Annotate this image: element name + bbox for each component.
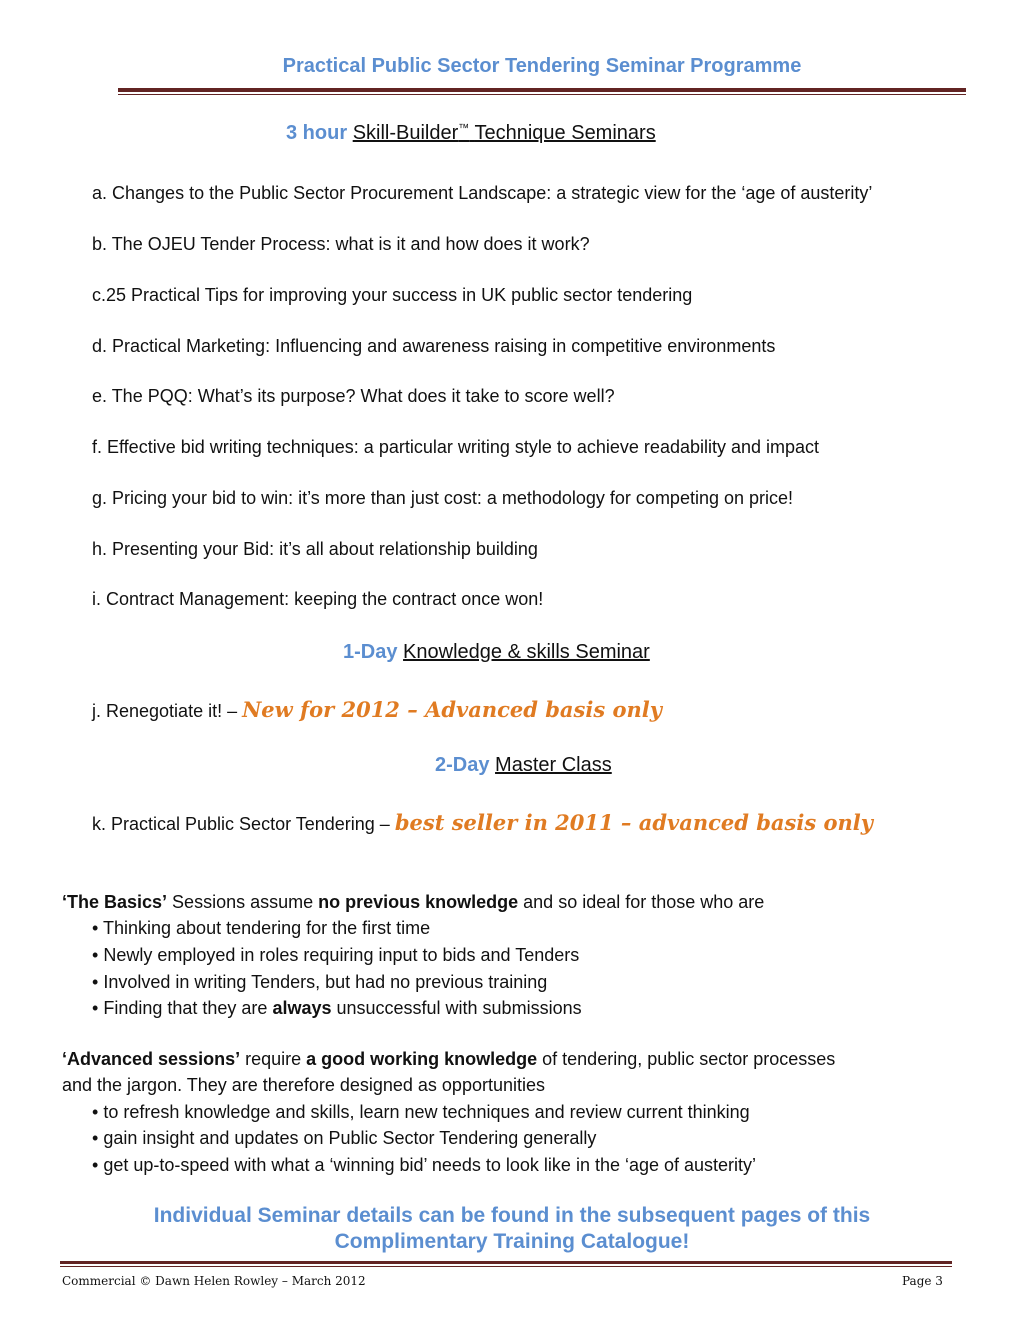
- item-label: k. Practical Public Sector Tendering –: [92, 814, 390, 834]
- bullet-glyph: •: [92, 998, 99, 1018]
- basics-bullet-2: [92, 945, 579, 966]
- advanced-bullet-1: [92, 1102, 750, 1123]
- seminar-item-c: c.25 Practical Tips for improving your success in UK public sector tendering: [92, 285, 693, 305]
- section-heading-skill-builder: [286, 122, 656, 145]
- advanced-intro: [62, 1049, 835, 1070]
- section-heading-2-day: [435, 754, 612, 777]
- seminar-item-b: b. The OJEU Tender Process: what is it and how does it work?: [92, 234, 590, 254]
- bullet-text: Involved in writing Tenders, but had no previous training: [103, 972, 548, 992]
- item-label: j. Renegotiate it! –: [92, 701, 238, 721]
- bullet-glyph: •: [92, 1128, 99, 1148]
- section-title-rest: Technique Seminars: [474, 122, 656, 144]
- section-title: Master Class: [495, 754, 612, 776]
- footer-page-number: Page 3: [902, 1274, 943, 1288]
- seminar-item-g: g. Pricing your bid to win: it’s more than just cost: a methodology for competing on price!: [92, 488, 794, 508]
- basics-text-end: and so ideal for those who are: [518, 892, 765, 912]
- advanced-text: require: [240, 1049, 307, 1069]
- header-rule-thin: [118, 94, 966, 95]
- basics-text: Sessions assume: [167, 892, 319, 912]
- seminar-item-e: e. The PQQ: What’s its purpose? What does it take to score well?: [92, 386, 615, 406]
- advanced-text-end: of tendering, public sector processes: [537, 1049, 836, 1069]
- advanced-intro-line2: and the jargon. They are therefore designed as opportunities: [62, 1075, 545, 1095]
- footer-rule: [60, 1261, 952, 1264]
- footer-rule-thin: [60, 1266, 952, 1267]
- section-title: [353, 122, 656, 144]
- advanced-emphasis: a good working knowledge: [306, 1049, 538, 1069]
- section-heading-1-day: [343, 641, 650, 664]
- basics-emphasis: no previous knowledge: [318, 892, 519, 912]
- bullet-text: Finding that they are: [103, 998, 273, 1018]
- seminar-item-a: a. Changes to the Public Sector Procurement Landscape: a strategic view for the ‘age of austerity’: [92, 183, 873, 203]
- advanced-bullet-2: [92, 1128, 596, 1149]
- basics-intro: [62, 892, 764, 913]
- bullet-glyph: •: [92, 945, 99, 965]
- basics-bullet-4: [92, 998, 582, 1019]
- section-lead: 2-Day: [435, 754, 490, 776]
- bullet-text: Thinking about tendering for the first time: [103, 918, 431, 938]
- bullet-text-end: unsuccessful with submissions: [331, 998, 582, 1018]
- item-highlight: best seller in 2011 – advanced basis only: [394, 810, 873, 835]
- bullet-glyph: •: [92, 972, 99, 992]
- basics-bullet-1: [92, 918, 430, 939]
- cta-line-1: Individual Seminar details can be found in the subsequent pages of this: [153, 1204, 871, 1227]
- footer-copyright: Commercial © Dawn Helen Rowley – March 2012: [62, 1274, 366, 1288]
- bullet-emphasis: always: [272, 998, 332, 1018]
- bullet-text: get up-to-speed with what a ‘winning bid’ needs to look like in the ‘age of austerity’: [103, 1155, 757, 1175]
- bullet-text: gain insight and updates on Public Sector Tendering generally: [103, 1128, 597, 1148]
- bullet-glyph: •: [92, 918, 99, 938]
- page-title: Practical Public Sector Tendering Seminar Programme: [282, 55, 802, 77]
- seminar-item-j: [92, 697, 662, 722]
- advanced-bullet-3: [92, 1155, 756, 1176]
- item-highlight: New for 2012 – Advanced basis only: [242, 697, 662, 722]
- bullet-glyph: •: [92, 1155, 99, 1175]
- seminar-item-h: h. Presenting your Bid: it’s all about relationship building: [92, 539, 538, 559]
- cta-line-2: Complimentary Training Catalogue!: [334, 1230, 690, 1253]
- section-title: Knowledge & skills Seminar: [403, 641, 650, 663]
- basics-bullet-3: [92, 972, 547, 993]
- basics-label: ‘The Basics’: [62, 892, 168, 912]
- section-title-text: Skill-Builder: [352, 122, 459, 144]
- seminar-item-d: d. Practical Marketing: Influencing and awareness raising in competitive environments: [92, 336, 776, 356]
- seminar-item-i: i. Contract Management: keeping the contract once won!: [92, 589, 544, 609]
- bullet-text: to refresh knowledge and skills, learn new techniques and review current thinking: [103, 1102, 750, 1122]
- section-lead: 3 hour: [286, 122, 348, 144]
- header-rule: [118, 88, 966, 92]
- seminar-item-f: f. Effective bid writing techniques: a particular writing style to achieve readability and impact: [92, 437, 820, 457]
- trademark-mark: ™: [458, 122, 470, 135]
- section-lead: 1-Day: [343, 641, 398, 663]
- seminar-item-k: [92, 810, 873, 835]
- advanced-label: ‘Advanced sessions’: [62, 1049, 241, 1069]
- bullet-text: Newly employed in roles requiring input to bids and Tenders: [103, 945, 580, 965]
- bullet-glyph: •: [92, 1102, 99, 1122]
